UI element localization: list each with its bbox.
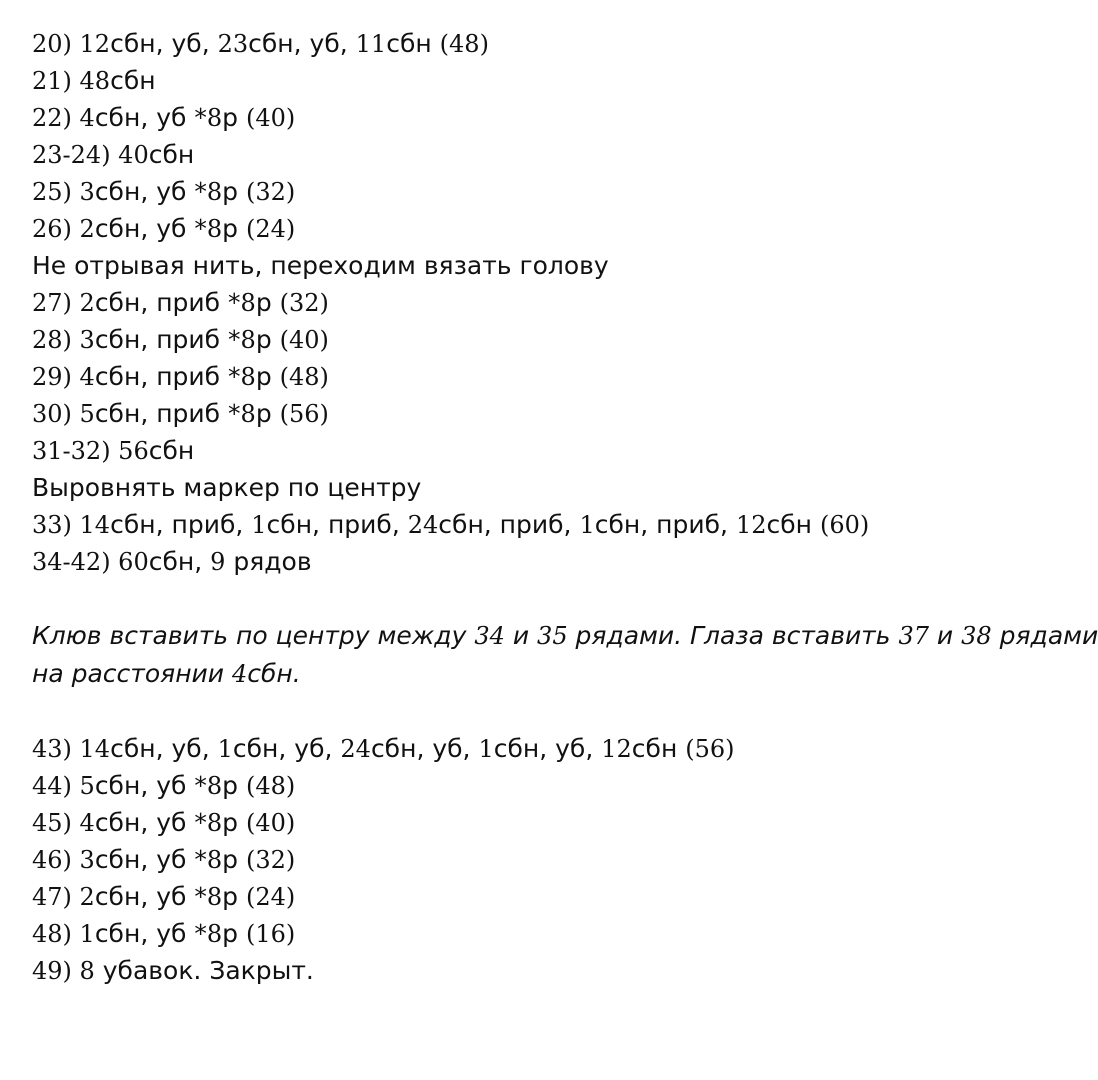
- row-34-42: 34-42) 60сбн, 9 рядов: [32, 547, 312, 576]
- row-29: 29) 4сбн, приб *8р (48): [32, 362, 329, 391]
- note-line-2: на расстоянии 4сбн.: [32, 659, 301, 688]
- row-28: 28) 3сбн, приб *8р (40): [32, 325, 329, 354]
- row-27: 27) 2сбн, приб *8р (32): [32, 288, 329, 317]
- instruction-head: Не отрывая нить, переходим вязать голову: [32, 251, 609, 280]
- row-45: 45) 4сбн, уб *8р (40): [32, 808, 296, 837]
- pattern-document: [32, 25, 1098, 989]
- row-20: 20) 12сбн, уб, 23сбн, уб, 11сбн (48): [32, 29, 489, 58]
- row-49: 49) 8 убавок. Закрыт.: [32, 956, 314, 985]
- row-46: 46) 3сбн, уб *8р (32): [32, 845, 296, 874]
- instruction-marker: Выровнять маркер по центру: [32, 473, 422, 502]
- row-25: 25) 3сбн, уб *8р (32): [32, 177, 296, 206]
- spacer: [32, 580, 1072, 617]
- spacer: [32, 693, 1072, 730]
- row-23-24: 23-24) 40сбн: [32, 140, 195, 169]
- row-31-32: 31-32) 56сбн: [32, 436, 195, 465]
- row-22: 22) 4сбн, уб *8р (40): [32, 103, 296, 132]
- row-43: 43) 14сбн, уб, 1сбн, уб, 24сбн, уб, 1сбн, уб, 12сбн (56): [32, 734, 735, 763]
- row-26: 26) 2сбн, уб *8р (24): [32, 214, 296, 243]
- row-44: 44) 5сбн, уб *8р (48): [32, 771, 296, 800]
- row-33: 33) 14сбн, приб, 1сбн, приб, 24сбн, приб, 1сбн, приб, 12сбн (60): [32, 510, 870, 539]
- row-30: 30) 5сбн, приб *8р (56): [32, 399, 329, 428]
- row-48: 48) 1сбн, уб *8р (16): [32, 919, 296, 948]
- note-line-1: Клюв вставить по центру между 34 и 35 рядами. Глаза вставить 37 и 38 рядами: [32, 621, 1098, 650]
- row-47: 47) 2сбн, уб *8р (24): [32, 882, 296, 911]
- row-21: 21) 48сбн: [32, 66, 156, 95]
